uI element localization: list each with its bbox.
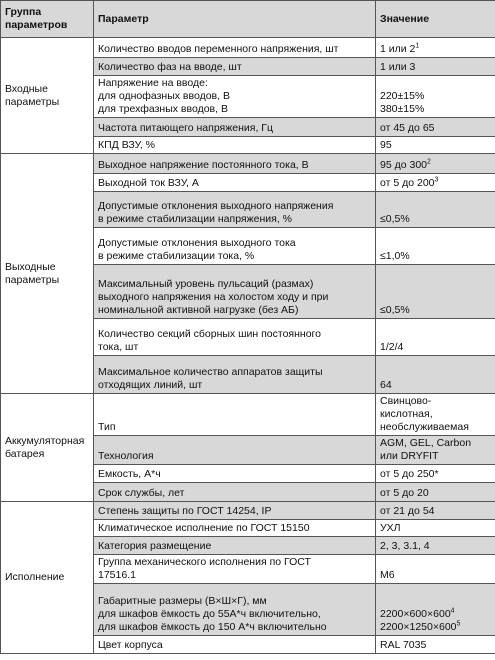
value-cell (376, 58, 495, 76)
value-text: необслуживаемая (380, 421, 469, 433)
value-cell (376, 38, 495, 58)
value-text: 95 (380, 139, 392, 151)
table-row (1, 38, 495, 58)
value-cell (376, 228, 495, 265)
param-text: для трехфазных вводов, В (98, 103, 228, 115)
param-text: в режиме стабилизации напряжения, % (98, 213, 293, 225)
value-cell (376, 137, 495, 154)
group-input: Входные параметры (1, 38, 94, 154)
param-text: КПД ВЗУ, % (98, 139, 156, 151)
param-text: 17516.1 (98, 569, 136, 581)
param-cell (94, 76, 376, 118)
param-text: Категория размещение (98, 540, 212, 552)
value-text: 1 или $2^1$ (380, 42, 420, 55)
value-text: AGM, GEL, Carbon (380, 437, 472, 449)
value-cell (376, 118, 495, 137)
param-cell (94, 584, 376, 636)
param-text: Максимальный уровень пульсаций (размах) (98, 278, 314, 290)
value-text: кислотная, (380, 408, 433, 420)
param-cell (94, 483, 376, 502)
value-text: от 5 до 250* (380, 468, 439, 480)
param-cell (94, 436, 376, 465)
value-cell (376, 174, 495, 192)
param-cell (94, 174, 376, 192)
footnote-mark: 4 (450, 607, 455, 615)
param-cell (94, 394, 376, 436)
param-cell (94, 555, 376, 584)
param-cell (94, 356, 376, 394)
value-text: ≤0,5% (380, 304, 410, 316)
param-text: Количество вводов переменного напряжения, шт (98, 43, 339, 55)
value-text: ≤0,5% (380, 213, 410, 225)
value-text: ≤1,0% (380, 250, 410, 262)
param-text: Напряжение на вводе: (98, 77, 208, 89)
param-text: Степень защиты по ГОСТ 14254, IP (98, 505, 272, 517)
param-cell (94, 137, 376, 154)
param-text: Допустимые отклонения выходного напряжения (98, 200, 334, 212)
param-text: Допустимые отклонения выходного тока (98, 237, 296, 249)
table-row (1, 394, 495, 436)
param-text: Срок службы, лет (98, 487, 185, 499)
table-row (1, 502, 495, 520)
value-text: от 45 до 65 (380, 122, 435, 134)
param-cell (94, 265, 376, 319)
value-text: 220±15% (380, 90, 425, 102)
value-cell (376, 636, 495, 654)
value-cell (376, 502, 495, 520)
group-output: Выходные параметры (1, 154, 94, 394)
param-text: отходящих линий, шт (98, 379, 203, 391)
group-battery: Аккумуляторная батарея (1, 394, 94, 502)
value-text: 1 или 3 (380, 61, 416, 73)
param-text: Максимальное количество аппаратов защиты (98, 366, 323, 378)
param-text: в режиме стабилизации тока, % (98, 250, 255, 262)
value-text: от 5 до $200^3$ (380, 176, 439, 189)
param-text: Тип (98, 421, 116, 433)
value-cell (376, 555, 495, 584)
value-text: или DRYFIT (380, 450, 439, 462)
value-cell (376, 265, 495, 319)
param-text: Количество фаз на вводе, шт (98, 61, 242, 73)
param-cell (94, 192, 376, 228)
param-text: Группа механического исполнения по ГОСТ (98, 556, 311, 568)
param-text: Частота питающего напряжения, Гц (98, 122, 273, 134)
value-text: $2200\times 600\times 600^4$ (380, 607, 455, 620)
table-row (1, 154, 495, 174)
value-text: 64 (380, 379, 392, 391)
param-text: Габаритные размеры (В×Ш×Г), мм (98, 595, 267, 607)
value-cell (376, 154, 495, 174)
value-text: М6 (380, 569, 395, 581)
param-cell (94, 228, 376, 265)
value-cell (376, 537, 495, 555)
param-text: номинальной активной нагрузке (без АБ) (98, 304, 299, 316)
footnote-mark: 1 (415, 42, 420, 50)
value-cell (376, 76, 495, 118)
param-text: для однофазных вводов, В (98, 90, 230, 102)
param-cell (94, 537, 376, 555)
param-text: тока, шт (98, 341, 139, 353)
param-text: для шкафов ёмкость до 55А*ч включительно, (98, 608, 321, 620)
param-text: Цвет корпуса (98, 639, 163, 651)
value-cell (376, 483, 495, 502)
param-cell (94, 520, 376, 537)
header-value: Значение (376, 1, 495, 38)
param-text: Технология (98, 450, 154, 462)
param-cell (94, 58, 376, 76)
header-param: Параметр (94, 1, 376, 38)
value-cell (376, 520, 495, 537)
value-text: RAL 7035 (380, 639, 427, 651)
param-cell (94, 502, 376, 520)
param-cell (94, 319, 376, 356)
value-text: $2200\times 1250\times 600^5$ (380, 620, 461, 633)
value-text: УХЛ (380, 522, 401, 534)
param-cell (94, 118, 376, 137)
param-text: Емкость, А*ч (98, 468, 161, 480)
value-text: 1/2/4 (380, 341, 404, 353)
footnote-mark: 2 (427, 158, 431, 166)
value-text: 2, 3, 3.1, 4 (380, 540, 430, 552)
value-text: Свинцово- (380, 395, 432, 407)
value-text: 95 до $300^2$ (380, 158, 431, 171)
value-text: 380±15% (380, 103, 425, 115)
value-text: от 5 до 20 (380, 487, 429, 499)
param-cell (94, 636, 376, 654)
value-text: от 21 до 54 (380, 505, 435, 517)
param-text: для шкафов ёмкость до 150 А*ч включительно (98, 621, 327, 633)
table-body (1, 38, 495, 654)
value-cell (376, 584, 495, 636)
param-text: Выходное напряжение постоянного тока, В (98, 159, 309, 171)
param-text: Количество секций сборных шин постоянного (98, 328, 321, 340)
param-text: Климатическое исполнение по ГОСТ 15150 (98, 522, 310, 534)
value-cell (376, 436, 495, 465)
value-cell (376, 319, 495, 356)
value-cell (376, 192, 495, 228)
param-cell (94, 38, 376, 58)
footnote-mark: 5 (456, 620, 461, 628)
value-cell (376, 465, 495, 483)
value-cell (376, 356, 495, 394)
param-text: Выходной ток ВЗУ, А (98, 177, 199, 189)
param-cell (94, 154, 376, 174)
param-text: выходного напряжения на холостом ходу и при (98, 291, 329, 303)
value-cell (376, 394, 495, 436)
header-group: Группа параметров (1, 1, 94, 38)
footnote-mark: 3 (434, 176, 439, 184)
param-cell (94, 465, 376, 483)
group-execution: Исполнение (1, 502, 94, 654)
